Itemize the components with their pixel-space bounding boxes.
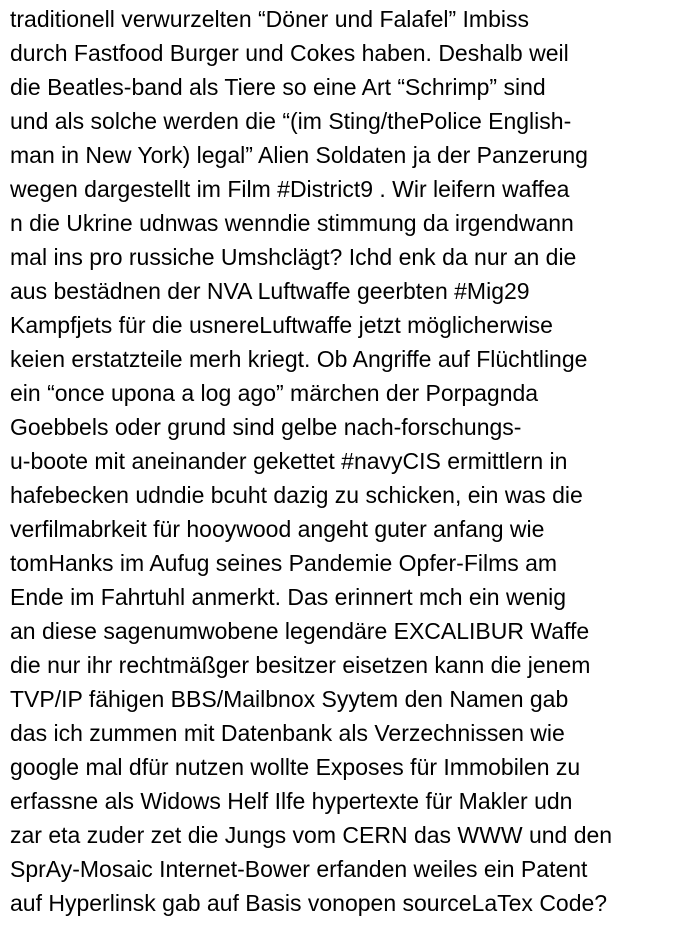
text-line: man in New York) legal” Alien Soldaten ja der Panzerung [10,142,588,168]
body-text [10,2,682,920]
text-line: google mal dfür nutzen wollte Exposes für Immobilen zu [10,754,581,780]
text-line: die Beatles-band als Tiere so eine Art “Schrimp” sind [10,74,546,100]
text-line: u-boote mit aneinander gekettet #navyCIS ermittlern in [10,448,568,474]
text-line: hafebecken udndie bcuht dazig zu schicken, ein was die [10,482,583,508]
text-line: ein “once upona a log ago” märchen der Porpagnda [10,380,539,406]
text-line: erfassne als Widows Helf Ilfe hypertexte für Makler udn [10,788,573,814]
text-line: auf Hyperlinsk gab auf Basis vonopen sourceLaTex Code? [10,890,608,916]
text-line: traditionell verwurzelten “Döner und Falafel” Imbiss [10,6,529,32]
text-line: verfilmabrkeit für hooywood angeht guter anfang wie [10,516,545,542]
text-line: n die Ukrine udnwas wenndie stimmung da irgendwann [10,210,574,236]
text-line: zar eta zuder zet die Jungs vom CERN das WWW und den [10,822,613,848]
text-line: Ende im Fahrtuhl anmerkt. Das erinnert mch ein wenig [10,584,567,610]
text-line: an diese sagenumwobene legendäre EXCALIBUR Waffe [10,618,590,644]
text-line: aus bestädnen der NVA Luftwaffe geerbten #Mig29 [10,278,530,304]
text-line: Goebbels oder grund sind gelbe nach-forschungs- [10,414,522,440]
text-line: durch Fastfood Burger und Cokes haben. Deshalb weil [10,40,569,66]
text-line: TVP/IP fähigen BBS/Mailbnox Syytem den Namen gab [10,686,569,712]
text-line: Kampfjets für die usnereLuftwaffe jetzt möglicherwise [10,312,553,338]
text-line: tomHanks im Aufug seines Pandemie Opfer-Films am [10,550,558,576]
text-line: die nur ihr rechtmäßger besitzer eisetzen kann die jenem [10,652,591,678]
text-line: und als solche werden die “(im Sting/thePolice English- [10,108,572,134]
text-line: keien erstatzteile merh kriegt. Ob Angriffe auf Flüchtlinge [10,346,588,372]
text-line: wegen dargestellt im Film #District9 . Wir leifern waffea [10,176,570,202]
text-line: mal ins pro russiche Umshclägt? Ichd enk da nur an die [10,244,577,270]
text-line: SprAy-Mosaic Internet-Bower erfanden weiles ein Patent [10,856,588,882]
text-line: das ich zummen mit Datenbank als Verzechnissen wie [10,720,565,746]
